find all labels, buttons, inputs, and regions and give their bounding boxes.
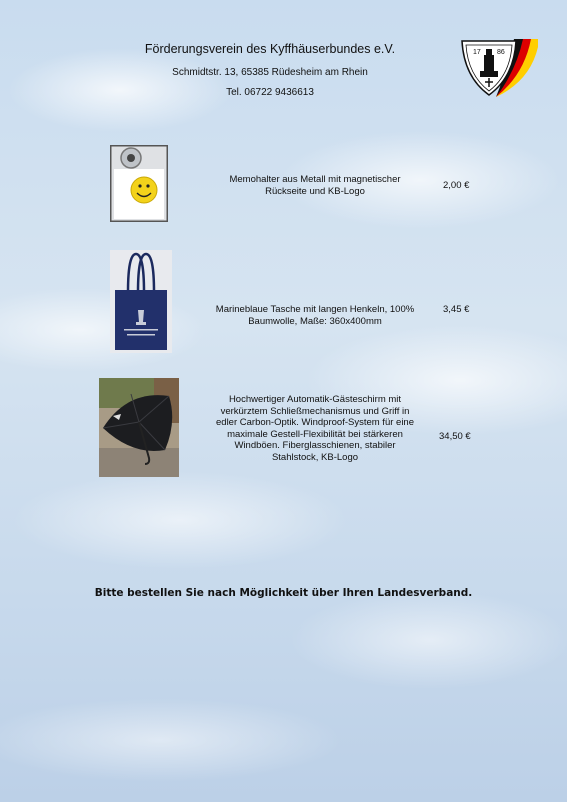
logo-year-right: 86 [497, 49, 505, 56]
product-description: Hochwertiger Automatik-Gästeschirm mit verkürztem Schließmechanismus und Griff in edler Carbon-Optik. Windproof-System für eine maximale Gestell-Flexibilität bei stärkeren Windböen. Fiberglasschienen, stabiler Stahlstock, KB-Logo [216, 394, 414, 463]
organization-phone: Tel. 06722 9436613 [226, 87, 314, 98]
organization-name: Förderungsverein des Kyffhäuserbundes e.V. [144, 42, 396, 56]
organization-address: Schmidtstr. 13, 65385 Rüdesheim am Rhein [172, 67, 368, 78]
product-description: Marineblaue Tasche mit langen Henkeln, 100% Baumwolle, Maße: 360x400mm [215, 304, 415, 327]
product-price: 34,50 € [439, 431, 471, 442]
navy-tote-bag-photo [110, 250, 172, 353]
product-price: 3,45 € [443, 304, 470, 315]
product-price: 2,00 € [443, 180, 470, 191]
product-description: Memohalter aus Metall mit magnetischer Rückseite und KB-Logo [229, 174, 401, 197]
memo-holder-photo [110, 145, 168, 222]
order-notice: Bitte bestellen Sie nach Möglichkeit über Ihren Landesverband. [94, 587, 473, 599]
kyffhaeuser-logo [458, 37, 540, 99]
logo-year-left: 17 [473, 49, 481, 56]
umbrella-photo [99, 378, 179, 477]
